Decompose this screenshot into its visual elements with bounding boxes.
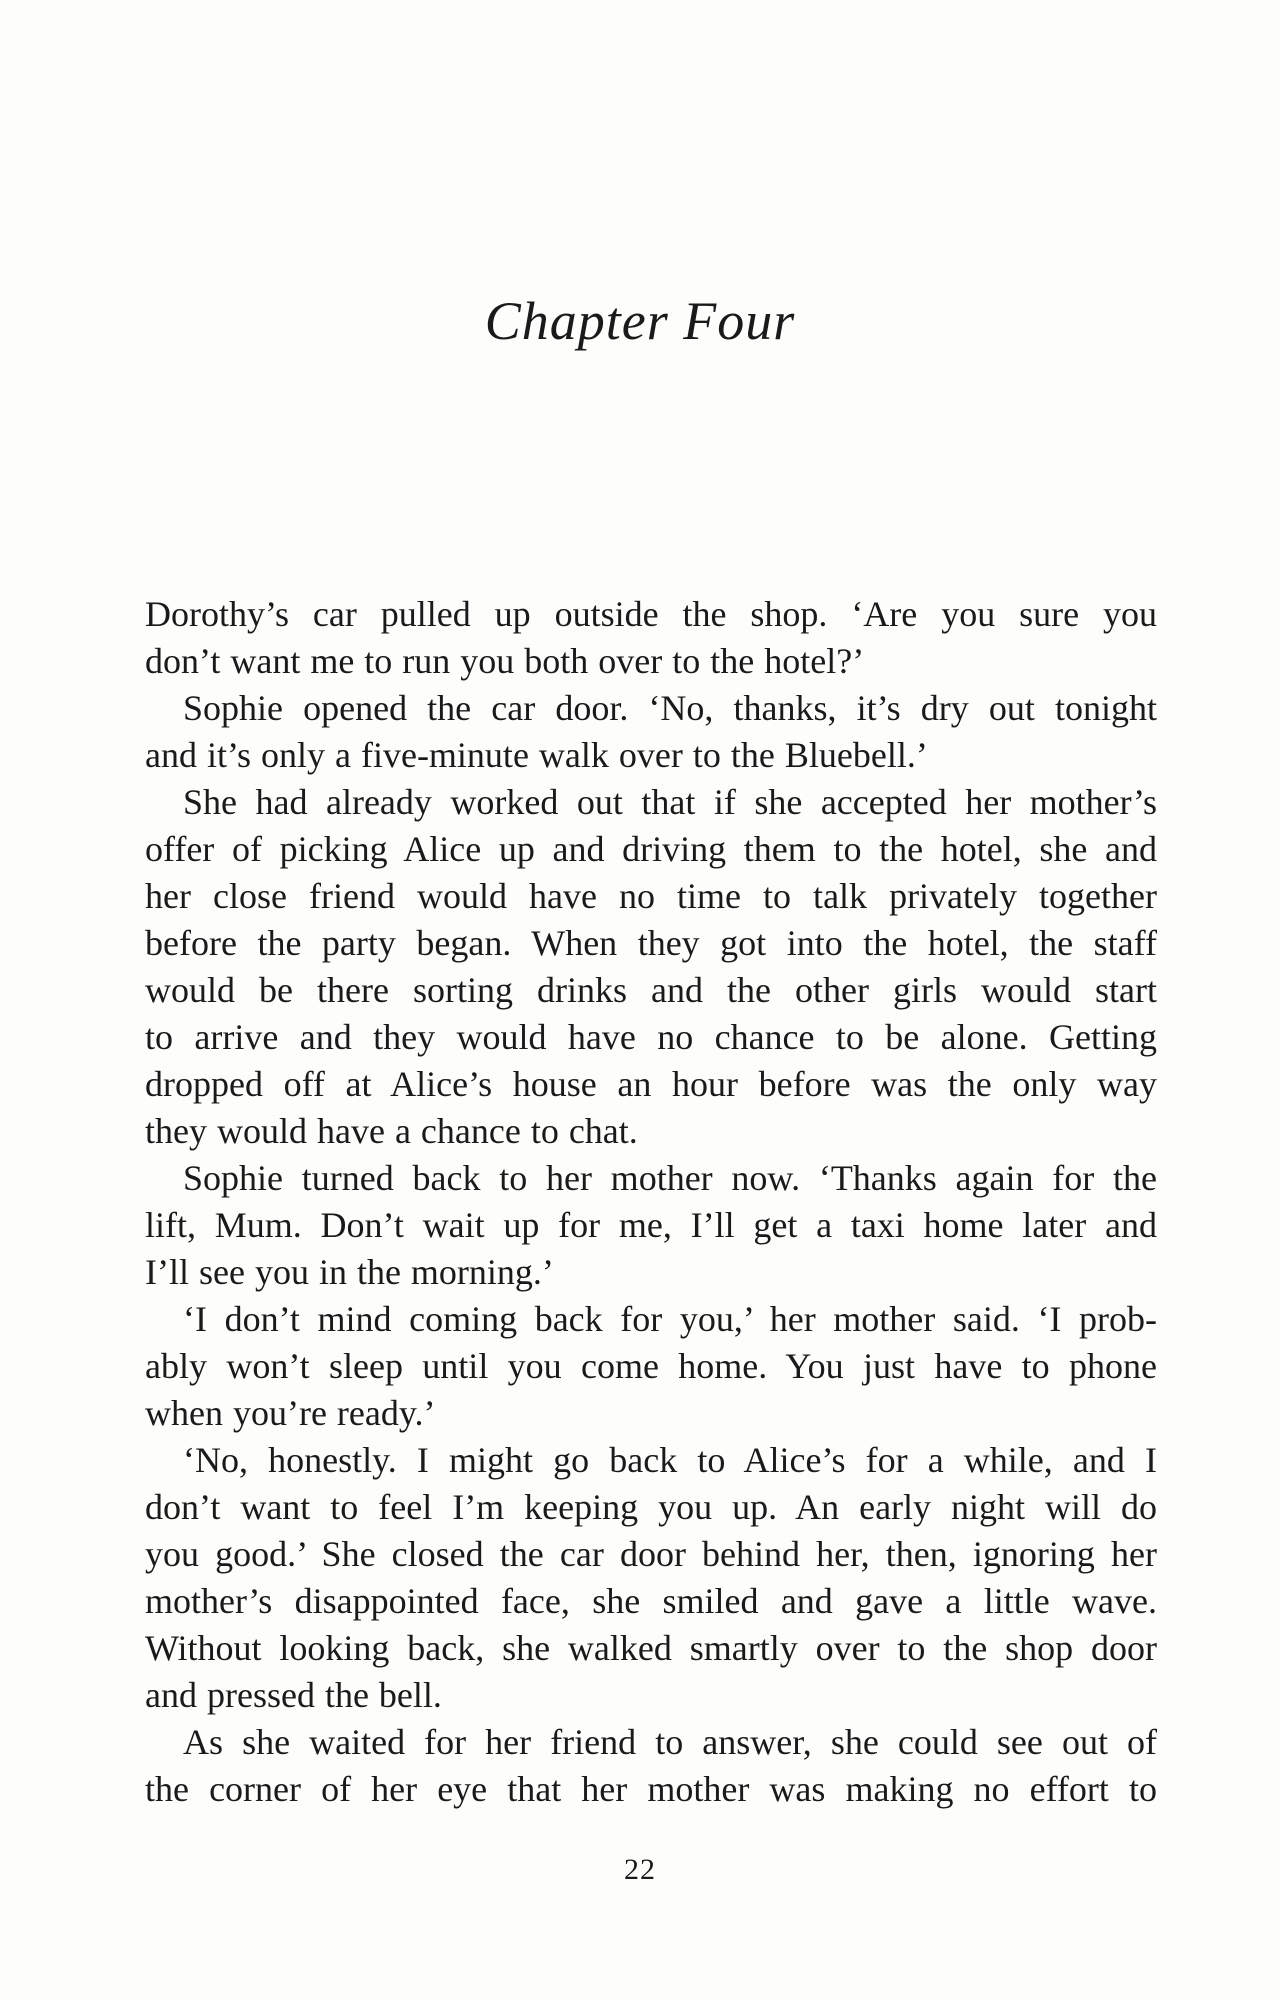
text-line: don’t want me to run you both over to the hotel?’ <box>145 641 865 681</box>
body-text <box>145 591 1157 1813</box>
text-line: they would have a chance to chat. <box>145 1111 638 1151</box>
text-line: and pressed the bell. <box>145 1675 442 1715</box>
text-line: I’ll see you in the morning.’ <box>145 1252 554 1292</box>
text-line: Sophie turned back to her mother now. ‘Thanks again for the <box>183 1158 1157 1198</box>
text-line: to arrive and they would have no chance to be alone. Getting <box>145 1017 1157 1057</box>
text-line: her close friend would have no time to talk privately together <box>145 876 1157 916</box>
text-line: She had already worked out that if she accepted her mother’s <box>183 782 1157 822</box>
page-number: 22 <box>624 1853 656 1886</box>
text-line: Without looking back, she walked smartly over to the shop door <box>145 1628 1157 1668</box>
text-line: you good.’ She closed the car door behind her, then, ignoring her <box>145 1534 1157 1574</box>
text-line: lift, Mum. Don’t wait up for me, I’ll get a taxi home later and <box>145 1205 1157 1245</box>
text-line: Dorothy’s car pulled up outside the shop. ‘Are you sure you <box>145 594 1157 634</box>
text-line: before the party began. When they got into the hotel, the staff <box>145 923 1157 963</box>
text-line: As she waited for her friend to answer, she could see out of <box>183 1722 1157 1762</box>
text-line: mother’s disappointed face, she smiled and gave a little wave. <box>145 1581 1157 1621</box>
text-line: ‘I don’t mind coming back for you,’ her mother said. ‘I prob- <box>183 1299 1157 1339</box>
text-line: ably won’t sleep until you come home. You just have to phone <box>145 1346 1157 1386</box>
text-line: offer of picking Alice up and driving them to the hotel, she and <box>145 829 1157 869</box>
text-line: and it’s only a five-minute walk over to the Bluebell.’ <box>145 735 928 775</box>
text-line: dropped off at Alice’s house an hour before was the only way <box>145 1064 1157 1104</box>
text-line: don’t want to feel I’m keeping you up. An early night will do <box>145 1487 1157 1527</box>
text-line: would be there sorting drinks and the other girls would start <box>145 970 1157 1010</box>
text-line: ‘No, honestly. I might go back to Alice’s for a while, and I <box>183 1440 1157 1480</box>
text-line: the corner of her eye that her mother was making no effort to <box>145 1769 1157 1809</box>
text-line: when you’re ready.’ <box>145 1393 436 1433</box>
text-line: Sophie opened the car door. ‘No, thanks, it’s dry out tonight <box>183 688 1157 728</box>
chapter-title: Chapter Four <box>484 291 796 351</box>
